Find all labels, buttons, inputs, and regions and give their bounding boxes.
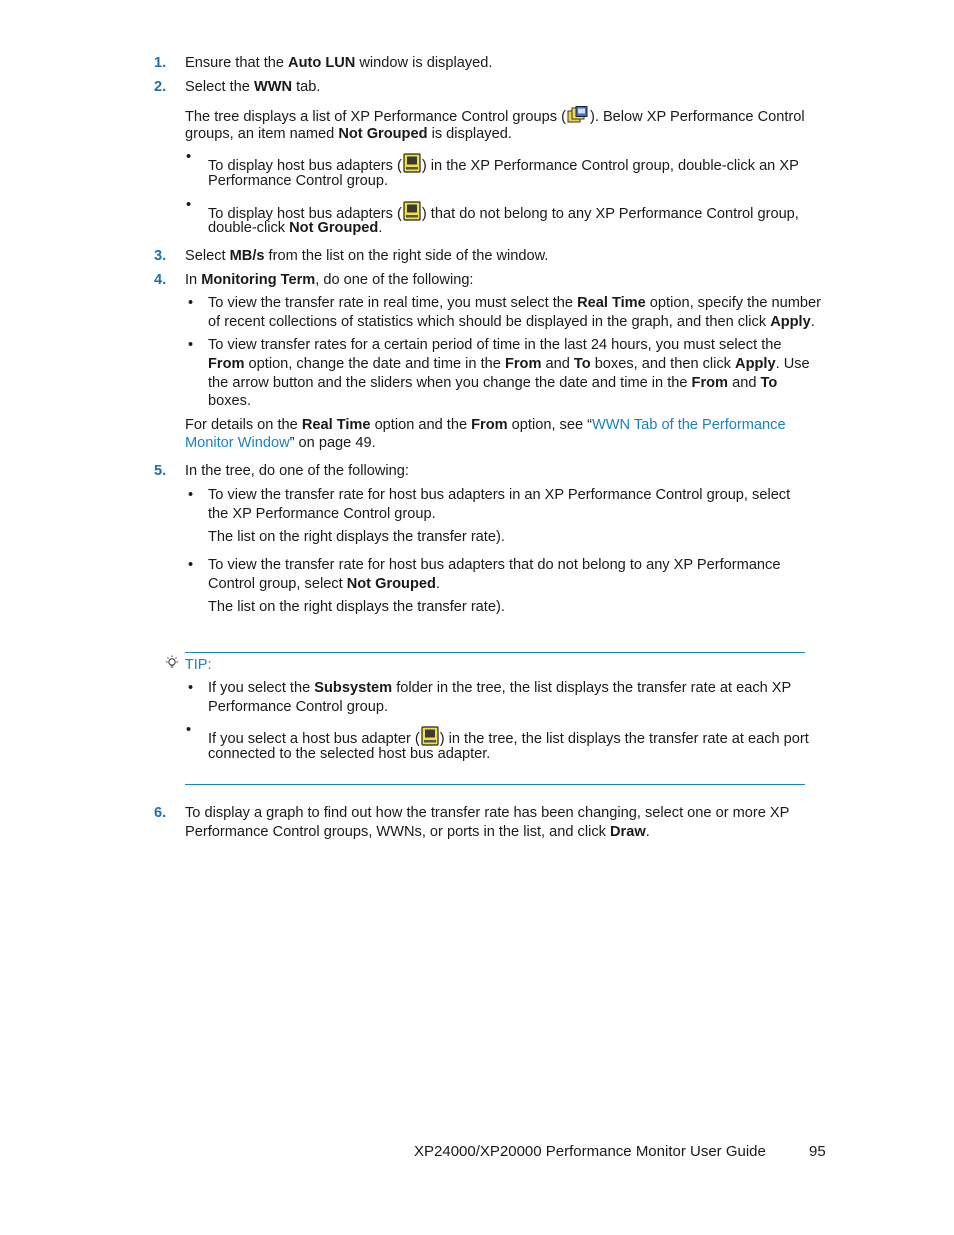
text: tab. [292,79,321,95]
text: . [378,220,383,236]
bullet-line [208,575,440,594]
bullet: • [188,337,194,353]
text: , do one of the following: [315,272,474,288]
tip-line [208,679,791,698]
text: To view the transfer rate in real time, you must select the [208,295,578,311]
step-number: 2. [154,79,167,95]
group-folder-icon [567,106,589,130]
ui-term: From [504,356,542,372]
text: For details on the [185,417,302,433]
step-1-text [185,54,492,73]
ui-term: From [471,417,508,433]
text: Performance Control groups, WWNs, or ports in the list, and click [185,824,610,840]
tip-top-rule [185,652,805,653]
ui-term: Apply [770,314,811,330]
text: double-click [208,220,290,236]
text: . [645,824,650,840]
bullet-line [208,374,777,393]
tip-heading [163,655,212,677]
text: option and the [370,417,472,433]
bullet: • [188,295,194,311]
tip-line: Performance Control group. [208,699,389,715]
bullet-line: Performance Control group. [208,173,389,189]
bullet: • [186,722,192,738]
step-number: 5. [154,463,167,479]
step-3-text [185,247,548,266]
bullet: • [186,197,192,213]
text: boxes, and then click [590,356,736,372]
text: To display host bus adapters ( [208,158,402,174]
text: . Use [775,356,810,372]
bullet: • [188,487,194,503]
step-2-text [185,78,320,97]
text: . [435,576,440,592]
text: If you select the [208,680,315,696]
bullet-line [208,219,382,238]
text: Select [185,248,230,264]
bullet-line: The list on the right displays the transfer rate). [208,529,505,545]
step-number: 4. [154,272,167,288]
bullet: • [186,149,192,165]
text: To display host bus adapters ( [208,206,402,222]
step-6-text: To display a graph to find out how the transfer rate has been changing, select one or more XP [185,805,790,821]
paragraph-line [185,416,786,435]
step-number: 1. [154,55,167,71]
bullet-line: the XP Performance Control group. [208,506,436,522]
bullet-line: boxes. [208,393,251,409]
text: Select the [185,79,254,95]
ui-term: Monitoring Term [201,272,316,288]
bullet: • [188,680,194,696]
ui-term: Subsystem [314,680,393,696]
bullet-line [208,313,815,332]
text: ) in the XP Performance Control group, double-click an XP [421,158,799,174]
text: is displayed. [427,126,512,142]
ui-term: WWN [253,79,293,95]
step-number: 6. [154,805,167,821]
bullet-line: To view the transfer rate for host bus adapters that do not belong to any XP Performance [208,557,781,573]
ui-term: Apply [735,356,776,372]
page-number: 95 [809,1143,826,1160]
text: window is displayed. [355,55,493,71]
ui-term: Real Time [301,417,371,433]
ui-term: Not Grouped [346,576,436,592]
text: ) in the tree, the list displays the transfer rate at each port [439,731,809,747]
text: Ensure that the [185,55,289,71]
text: and [728,375,761,391]
bullet-line: The list on the right displays the transfer rate). [208,599,505,615]
text: ). Below XP Performance Control [589,109,805,125]
ui-term: From [208,356,245,372]
text: If you select a host bus adapter ( [208,731,420,747]
ui-term: To [573,356,591,372]
text: option, specify the number [645,295,821,311]
ui-term: Auto LUN [288,55,356,71]
tip-bottom-rule [185,784,805,785]
ui-term: MB/s [229,248,265,264]
bullet-line [208,355,810,374]
step-6-text [185,823,650,842]
ui-term: Draw [610,824,646,840]
bullet: • [188,557,194,573]
text: option, see “ [507,417,592,433]
footer-title: XP24000/XP20000 Performance Monitor User Guide [414,1143,766,1160]
bullet-line: To view transfer rates for a certain period of time in the last 24 hours, you must select the [208,337,782,353]
step-5-text: In the tree, do one of the following: [185,463,409,479]
text: Control group, select [208,576,347,592]
tip-label: TIP: [184,657,212,673]
ui-term: Real Time [577,295,646,311]
bullet-line: To view the transfer rate for host bus adapters in an XP Performance Control group, select [208,487,791,503]
lightbulb-icon [164,655,180,677]
text: ” on page 49. [289,435,376,451]
bullet-line [208,294,821,313]
host-bus-adapter-icon [403,153,421,179]
text: and [541,356,574,372]
cross-reference-link[interactable]: Monitor Window [185,435,290,451]
text: from the list on the right side of the window. [264,248,549,264]
text: groups, an item named [185,126,339,142]
text: In [185,272,202,288]
ui-term: Not Grouped [338,126,428,142]
text: ) that do not belong to any XP Performance Control group, [421,206,799,222]
step-4-text [185,271,474,290]
cross-reference-link[interactable]: WWN Tab of the Performance [592,417,786,433]
host-bus-adapter-icon [403,201,421,227]
step-number: 3. [154,248,167,264]
text: . [810,314,815,330]
ui-term: From [691,375,729,391]
text: option, change the date and time in the [244,356,505,372]
ui-term: Not Grouped [289,220,379,236]
text: the arrow button and the sliders when you change the date and time in the [208,375,692,391]
text: of recent collections of statistics which should be displayed in the graph, and then click [208,314,771,330]
paragraph-line [185,125,512,144]
tip-line: connected to the selected host bus adapter. [208,746,491,762]
text: folder in the tree, the list displays the transfer rate at each XP [392,680,792,696]
paragraph-line [185,434,376,453]
text: The tree displays a list of XP Performance Control groups ( [185,109,566,125]
ui-term: To [760,375,778,391]
